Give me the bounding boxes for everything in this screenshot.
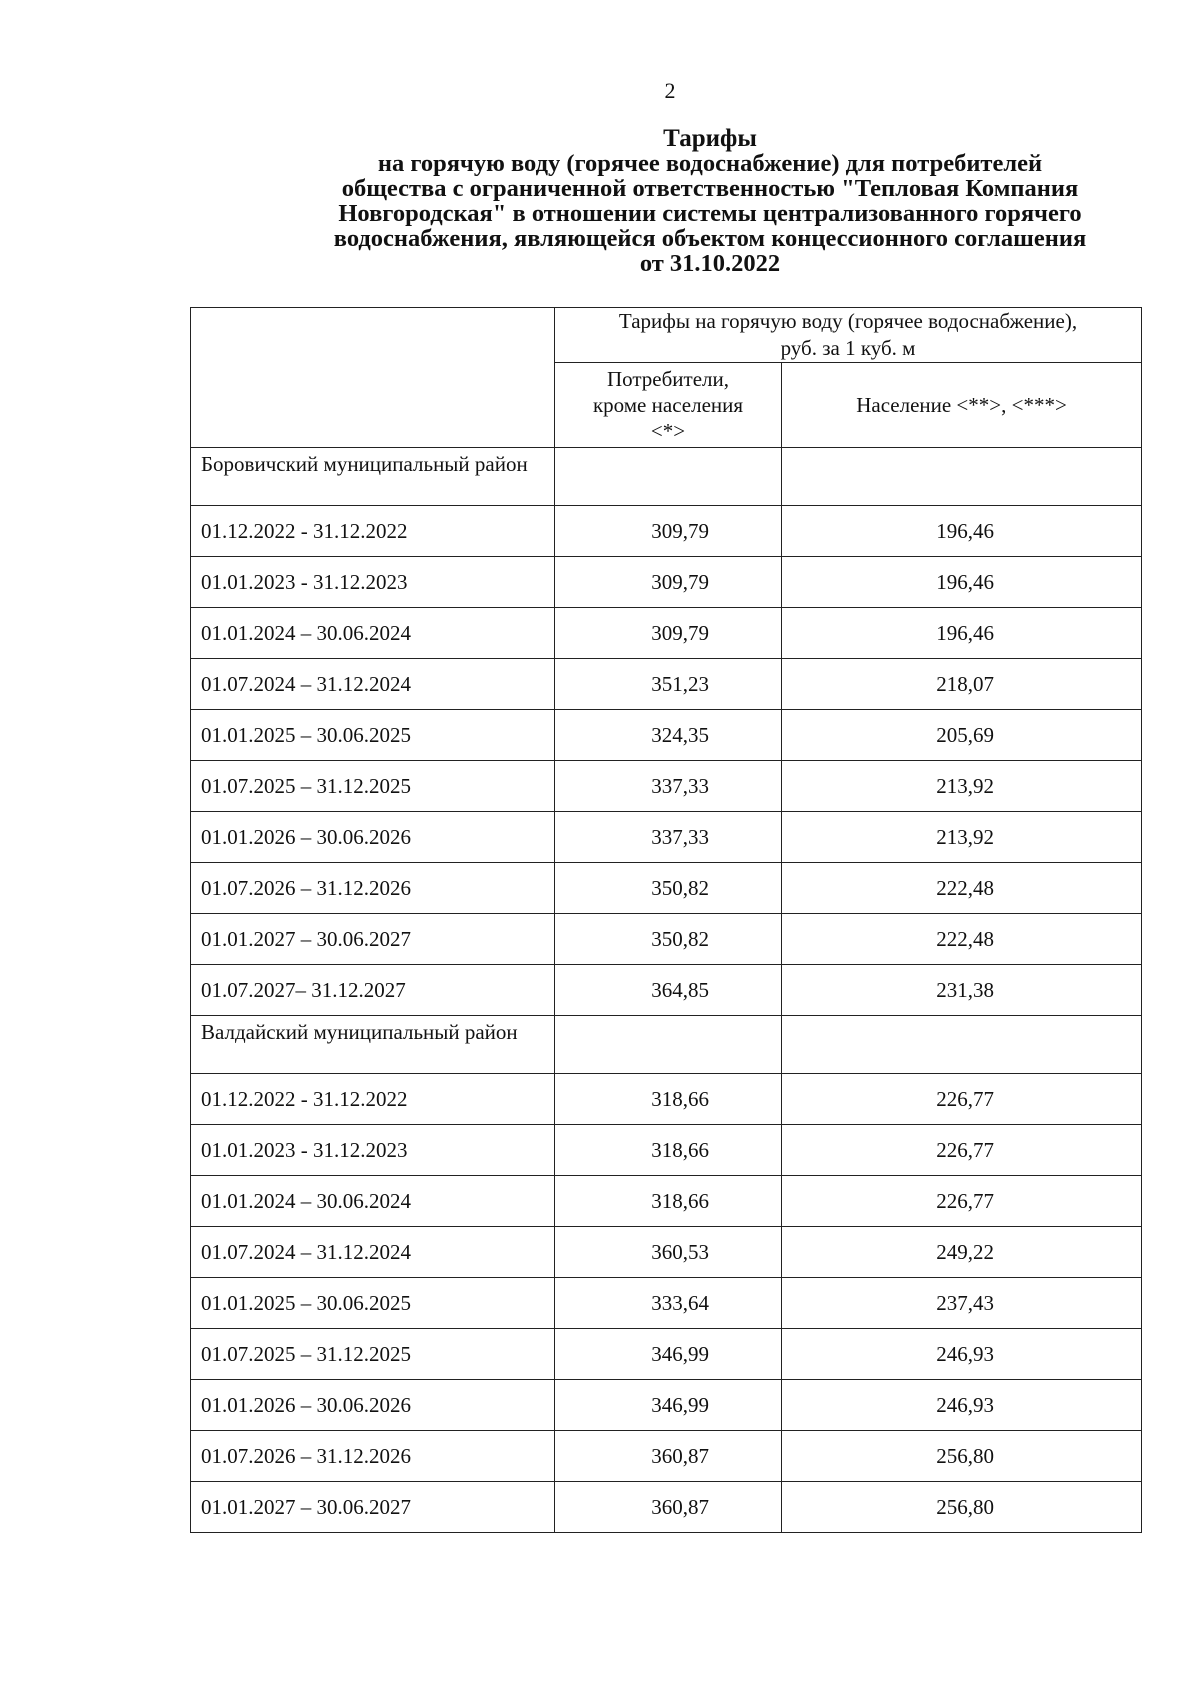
- consumers-tariff-cell: 318,66: [555, 1125, 782, 1176]
- header-consumers-cell: [555, 363, 782, 448]
- table-row: [191, 710, 1142, 761]
- period-cell: 01.07.2024 – 31.12.2024: [191, 1227, 555, 1278]
- period-cell: 01.01.2025 – 30.06.2025: [191, 710, 555, 761]
- population-tariff-cell: 222,48: [782, 914, 1142, 965]
- header-group-line-2: руб. за 1 куб. м: [780, 336, 916, 360]
- table-row: [191, 863, 1142, 914]
- title-line-5: водоснабжения, являющейся объектом концессионного соглашения: [333, 225, 1087, 252]
- consumers-tariff-cell: 309,79: [555, 506, 782, 557]
- population-tariff-cell: 205,69: [782, 710, 1142, 761]
- population-tariff-cell: 226,77: [782, 1074, 1142, 1125]
- period-cell: 01.07.2024 – 31.12.2024: [191, 659, 555, 710]
- consumers-tariff-cell: 364,85: [555, 965, 782, 1016]
- period-cell: 01.07.2027– 31.12.2027: [191, 965, 555, 1016]
- table-row: [191, 1227, 1142, 1278]
- population-tariff-cell: 196,46: [782, 506, 1142, 557]
- table-row: [191, 1125, 1142, 1176]
- consumers-tariff-cell: 346,99: [555, 1329, 782, 1380]
- consumers-tariff-cell: 350,82: [555, 863, 782, 914]
- table-row: [191, 1380, 1142, 1431]
- header-empty-cell: [191, 308, 555, 448]
- period-cell: 01.01.2026 – 30.06.2026: [191, 812, 555, 863]
- district-name-cell: Боровичский муниципальный район: [191, 448, 555, 506]
- header-population-cell: [782, 363, 1142, 448]
- document-title: [210, 126, 1200, 276]
- consumers-tariff-cell: 346,99: [555, 1380, 782, 1431]
- table-row: [191, 506, 1142, 557]
- period-cell: 01.07.2025 – 31.12.2025: [191, 1329, 555, 1380]
- period-cell: 01.07.2025 – 31.12.2025: [191, 761, 555, 812]
- header-group-line-1: Тарифы на горячую воду (горячее водоснабжение),: [618, 309, 1078, 333]
- title-line-1: Тарифы: [663, 125, 757, 152]
- population-tariff-cell: 256,80: [782, 1431, 1142, 1482]
- table-header-row: [191, 308, 1142, 363]
- header-consumers-line-1: Потребители,: [606, 367, 730, 391]
- period-cell: 01.01.2023 - 31.12.2023: [191, 557, 555, 608]
- population-tariff-cell: 246,93: [782, 1380, 1142, 1431]
- consumers-tariff-cell: 337,33: [555, 761, 782, 812]
- period-cell: 01.07.2026 – 31.12.2026: [191, 1431, 555, 1482]
- consumers-tariff-cell: 318,66: [555, 1074, 782, 1125]
- period-cell: 01.01.2024 – 30.06.2024: [191, 1176, 555, 1227]
- population-tariff-cell: 246,93: [782, 1329, 1142, 1380]
- title-line-3: общества с ограниченной ответственностью "Тепловая Компания: [341, 175, 1079, 202]
- population-tariff-cell: 256,80: [782, 1482, 1142, 1533]
- table-row: [191, 914, 1142, 965]
- district-empty-cell: [782, 1016, 1142, 1074]
- period-cell: 01.01.2027 – 30.06.2027: [191, 914, 555, 965]
- table-row: [191, 812, 1142, 863]
- population-tariff-cell: 213,92: [782, 812, 1142, 863]
- consumers-tariff-cell: 360,53: [555, 1227, 782, 1278]
- population-tariff-cell: 237,43: [782, 1278, 1142, 1329]
- table-row: [191, 965, 1142, 1016]
- population-tariff-cell: 249,22: [782, 1227, 1142, 1278]
- period-cell: 01.01.2024 – 30.06.2024: [191, 608, 555, 659]
- population-tariff-cell: 213,92: [782, 761, 1142, 812]
- consumers-tariff-cell: 350,82: [555, 914, 782, 965]
- table-row: [191, 1278, 1142, 1329]
- table-row: [191, 1482, 1142, 1533]
- table-row: [191, 1329, 1142, 1380]
- table-row: [191, 1176, 1142, 1227]
- consumers-tariff-cell: 333,64: [555, 1278, 782, 1329]
- district-name-cell: Валдайский муниципальный район: [191, 1016, 555, 1074]
- period-cell: 01.01.2026 – 30.06.2026: [191, 1380, 555, 1431]
- population-tariff-cell: 222,48: [782, 863, 1142, 914]
- title-line-6: от 31.10.2022: [639, 250, 781, 277]
- consumers-tariff-cell: 351,23: [555, 659, 782, 710]
- consumers-tariff-cell: 337,33: [555, 812, 782, 863]
- header-group-cell: [555, 308, 1142, 363]
- table-row: [191, 761, 1142, 812]
- header-consumers-line-2: кроме населения: [592, 393, 744, 417]
- population-tariff-cell: 196,46: [782, 557, 1142, 608]
- title-line-4: Новгородская" в отношении системы централизованного горячего: [338, 200, 1082, 227]
- page-number: 2: [664, 78, 676, 103]
- period-cell: 01.01.2025 – 30.06.2025: [191, 1278, 555, 1329]
- consumers-tariff-cell: 309,79: [555, 608, 782, 659]
- population-tariff-cell: 231,38: [782, 965, 1142, 1016]
- population-tariff-cell: 226,77: [782, 1125, 1142, 1176]
- population-tariff-cell: 196,46: [782, 608, 1142, 659]
- consumers-tariff-cell: 318,66: [555, 1176, 782, 1227]
- header-population-label: Население <**>, <***>: [856, 393, 1067, 417]
- table-row: [191, 659, 1142, 710]
- consumers-tariff-cell: 309,79: [555, 557, 782, 608]
- header-consumers-line-3: <*>: [650, 419, 686, 443]
- district-row: [191, 448, 1142, 506]
- period-cell: 01.07.2026 – 31.12.2026: [191, 863, 555, 914]
- consumers-tariff-cell: 360,87: [555, 1431, 782, 1482]
- table-row: [191, 1074, 1142, 1125]
- district-empty-cell: [555, 1016, 782, 1074]
- population-tariff-cell: 218,07: [782, 659, 1142, 710]
- district-empty-cell: [555, 448, 782, 506]
- district-row: [191, 1016, 1142, 1074]
- table-row: [191, 608, 1142, 659]
- district-empty-cell: [782, 448, 1142, 506]
- table-row: [191, 1431, 1142, 1482]
- period-cell: 01.01.2023 - 31.12.2023: [191, 1125, 555, 1176]
- period-cell: 01.01.2027 – 30.06.2027: [191, 1482, 555, 1533]
- tariff-table: [190, 307, 1142, 1533]
- population-tariff-cell: 226,77: [782, 1176, 1142, 1227]
- table-row: [191, 557, 1142, 608]
- period-cell: 01.12.2022 - 31.12.2022: [191, 506, 555, 557]
- consumers-tariff-cell: 360,87: [555, 1482, 782, 1533]
- consumers-tariff-cell: 324,35: [555, 710, 782, 761]
- title-line-2: на горячую воду (горячее водоснабжение) для потребителей: [377, 150, 1043, 177]
- period-cell: 01.12.2022 - 31.12.2022: [191, 1074, 555, 1125]
